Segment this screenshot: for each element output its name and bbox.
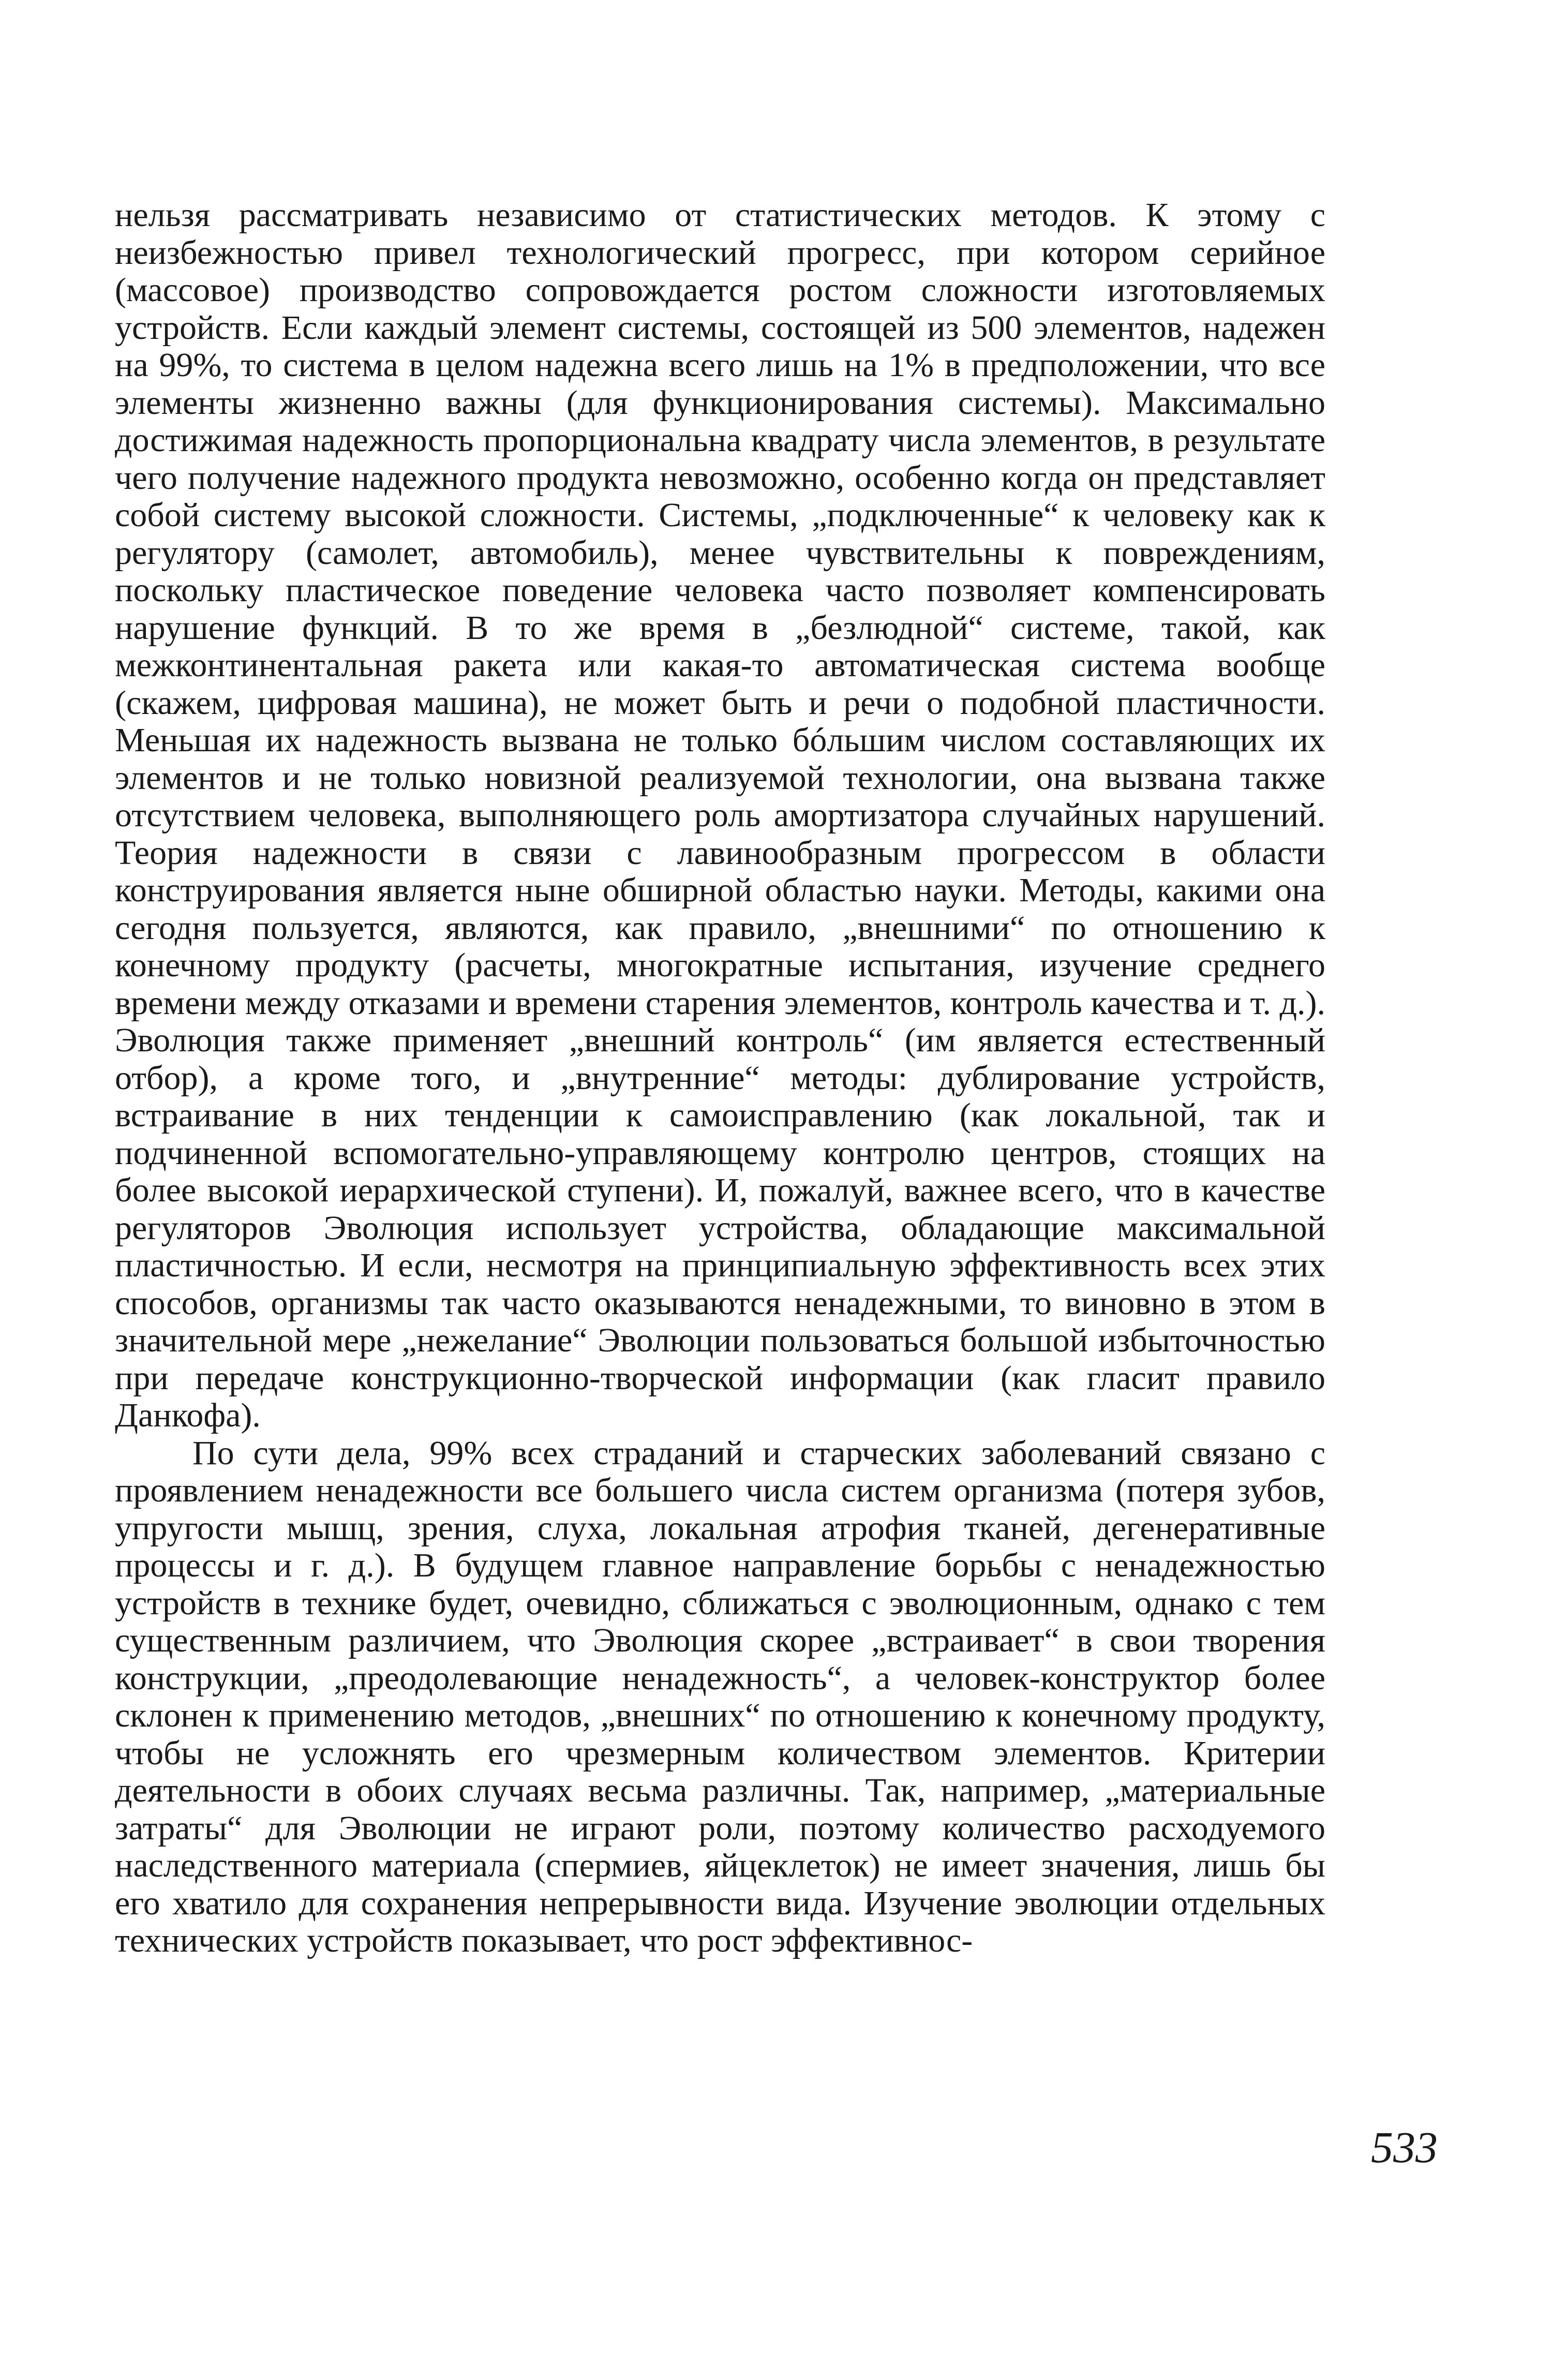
text-column xyxy=(115,197,1325,1960)
page-number: 533 xyxy=(1371,2122,1438,2172)
paragraph-continuation: нельзя рассматривать независимо от статистических методов. К этому с неизбежностью привел технологический прогресс, при котором серийное (массовое) производство сопровождается ростом сложности изготовляемых устройств. Если каждый элемент системы, состоящей из 500 элементов, надежен на 99%, то система в целом надежна всего лишь на 1% в предположении, что все элементы жизненно важны (для функционирования системы). Максимально достижимая надежность пропорциональна квадрату числа элементов, в результате чего получение надежного продукта невозможно, особенно когда он представляет собой систему высокой сложности. Системы, „подключенные“ к человеку как к регулятору (самолет, автомобиль), менее чувствительны к повреждениям, поскольку пластическое поведение человека часто позволяет компенсировать нарушение функций. В то же время в „безлюдной“ системе, такой, как межконтинентальная ракета или какая-то автоматическая система вообще (скажем, цифровая машина), не может быть и речи о подобной пластичности. Меньшая их надежность вызвана не только бóльшим числом составляющих их элементов и не только новизной реализуемой технологии, она вызвана также отсутствием человека, выполняющего роль амортизатора случайных нарушений. Теория надежности в связи с лавинообразным прогрессом в области конструирования является ныне обширной областью науки. Методы, какими она сегодня пользуется, являются, как правило, „внешними“ по отношению к конечному продукту (расчеты, многократные испытания, изучение среднего времени между отказами и времени старения элементов, контроль качества и т. д.). Эволюция также применяет „внешний контроль“ (им является естественный отбор), а кроме того, и „внутренние“ методы: дублирование устройств, встраивание в них тенденции к самоисправлению (как локальной, так и подчиненной вспомогательно-управляющему контролю центров, стоящих на более высокой иерархической ступени). И, пожалуй, важнее всего, что в качестве регуляторов Эволюция использует устройства, обладающие максимальной пластичностью. И если, несмотря на принципиальную эффективность всех этих способов, организмы так часто оказываются ненадежными, то виновно в этом в значительной мере „нежелание“ Эволюции пользоваться большой избыточностью при передаче конструкционно-творческой информации (как гласит правило Данкофа). xyxy=(115,196,1325,1434)
paragraph-new: По сути дела, 99% всех страданий и старческих заболеваний связано с проявлением ненадежности все большего числа систем организма (потеря зубов, упругости мышц, зрения, слуха, локальная атрофия тканей, дегенеративные процессы и г. д.). В будущем главное направление борьбы с ненадежностью устройств в технике будет, очевидно, сближаться с эволюционным, однако с тем существенным различием, что Эволюция скорее „встраивает“ в свои творения конструкции, „преодолевающие ненадежность“, а человек-конструктор более склонен к применению методов, „внешних“ по отношению к конечному продукту, чтобы не усложнять его чрезмерным количеством элементов. Критерии деятельности в обоих случаях весьма различны. Так, например, „материальные затраты“ для Эволюции не играют роли, поэтому количество расходуемого наследственного материала (спермиев, яйцеклеток) не имеет значения, лишь бы его хватило для сохранения непрерывности вида. Изучение эволюции отдельных технических устройств показывает, что рост эффективнос- xyxy=(115,1434,1325,1959)
